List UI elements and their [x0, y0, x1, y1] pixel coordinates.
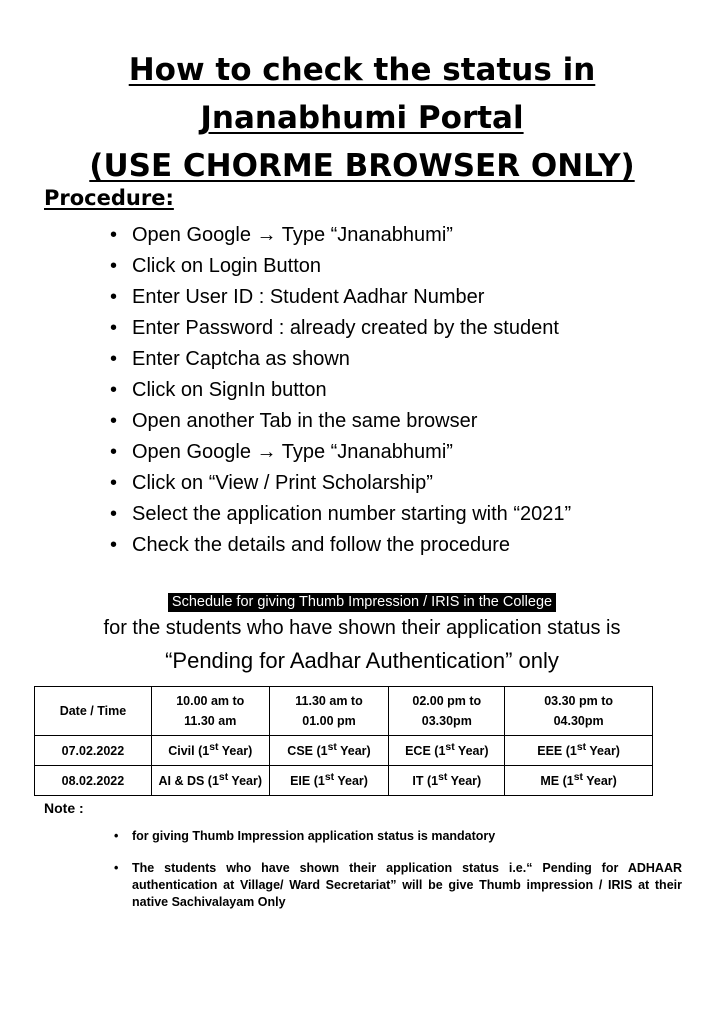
year-suffix: st — [324, 772, 335, 784]
header-slot — [269, 687, 389, 736]
table-cell — [505, 766, 653, 796]
header-slot — [505, 687, 653, 736]
procedure-steps-list — [106, 220, 571, 561]
year-close: Year) — [228, 774, 263, 789]
schedule-banner-text: Schedule for giving Thumb Impression / IRIS in the College — [168, 593, 556, 612]
header-slot-start: 02.00 pm to — [412, 694, 482, 708]
header-date-time: Date / Time — [35, 687, 152, 736]
header-slot-end: 04.30pm — [553, 714, 604, 728]
table-cell — [389, 766, 505, 796]
header-slot-end: 11.30 am — [184, 714, 237, 728]
table-cell — [269, 766, 389, 796]
header-slot-start: 03.30 pm to — [544, 694, 613, 708]
pending-status-line: “Pending for Aadhar Authentication” only — [165, 648, 559, 673]
schedule-table — [34, 686, 653, 796]
note-list — [114, 828, 682, 926]
year-suffix: st — [576, 742, 587, 754]
year-suffix: st — [445, 742, 455, 754]
procedure-heading: Procedure: — [44, 186, 174, 210]
year-close: Year) — [454, 744, 489, 759]
table-header-row — [35, 687, 653, 736]
table-row — [35, 766, 653, 796]
year-open: (1 — [565, 744, 577, 759]
note-item: • The students who have shown their application status i.e.“ Pending for ADHAAR authentication at Village/ Ward Secretariat” will be give Thumb impression / IRIS at their native Sachivalayam Only — [114, 860, 682, 911]
page-title-line-2: Jnanabhumi Portal — [200, 100, 524, 136]
year-suffix: st — [218, 772, 229, 784]
table-row — [35, 736, 653, 766]
year-close: Year) — [583, 774, 617, 789]
table-cell — [505, 736, 653, 766]
year-open: (1 — [198, 744, 210, 759]
page-title-line-1: How to check the status in — [128, 52, 596, 88]
table-cell — [151, 736, 269, 766]
year-open: (1 — [426, 774, 439, 789]
year-suffix: st — [209, 742, 219, 754]
procedure-step: • Enter Captcha as shown — [106, 344, 571, 375]
note-label: Note : — [44, 800, 84, 816]
year-open: (1 — [207, 774, 219, 789]
year-open: (1 — [313, 774, 325, 789]
procedure-step: • Select the application number starting with “2021” — [106, 499, 571, 530]
header-slot-end: 03.30pm — [421, 714, 472, 728]
year-close: Year) — [218, 744, 253, 759]
procedure-step: • Click on Login Button — [106, 251, 571, 282]
branch-name: Civil — [168, 744, 195, 759]
schedule-description: for the students who have shown their application status is — [103, 617, 621, 639]
table-cell — [269, 736, 389, 766]
procedure-step: • Open Google → Type “Jnanabhumi” — [106, 220, 571, 251]
branch-name: CSE — [287, 744, 313, 759]
year-close: Year) — [336, 744, 371, 759]
year-suffix: st — [327, 742, 337, 754]
year-open: (1 — [434, 744, 446, 759]
procedure-step: • Open another Tab in the same browser — [106, 406, 571, 437]
branch-name: EIE — [290, 774, 311, 789]
page-title-line-3: (USE CHORME BROWSER ONLY) — [89, 148, 635, 184]
header-slot — [389, 687, 505, 736]
year-suffix: st — [573, 772, 583, 784]
branch-name: ME — [540, 774, 560, 789]
year-suffix: st — [438, 772, 448, 784]
branch-name: ECE — [405, 744, 431, 759]
note-item: • for giving Thumb Impression application status is mandatory — [114, 828, 682, 845]
procedure-step: • Enter Password : already created by the student — [106, 313, 571, 344]
year-close: Year) — [586, 744, 620, 759]
procedure-step: • Click on “View / Print Scholarship” — [106, 468, 571, 499]
table-cell — [151, 766, 269, 796]
header-slot-start: 10.00 am to — [176, 694, 245, 708]
table-cell — [389, 736, 505, 766]
procedure-step: • Check the details and follow the procedure — [106, 530, 571, 561]
header-slot — [151, 687, 269, 736]
year-close: Year) — [447, 774, 482, 789]
row-date: 08.02.2022 — [35, 766, 152, 796]
year-close: Year) — [334, 774, 368, 789]
procedure-step: • Click on SignIn button — [106, 375, 571, 406]
row-date: 07.02.2022 — [35, 736, 152, 766]
schedule-banner — [0, 591, 724, 612]
branch-name: IT — [412, 774, 424, 789]
procedure-step: • Open Google → Type “Jnanabhumi” — [106, 437, 571, 468]
header-slot-start: 11.30 am to — [295, 694, 363, 708]
header-slot-end: 01.00 pm — [302, 714, 356, 728]
year-open: (1 — [562, 774, 574, 789]
branch-name: EEE — [537, 744, 563, 759]
procedure-step: • Enter User ID : Student Aadhar Number — [106, 282, 571, 313]
year-open: (1 — [316, 744, 328, 759]
branch-name: AI & DS — [158, 774, 205, 789]
